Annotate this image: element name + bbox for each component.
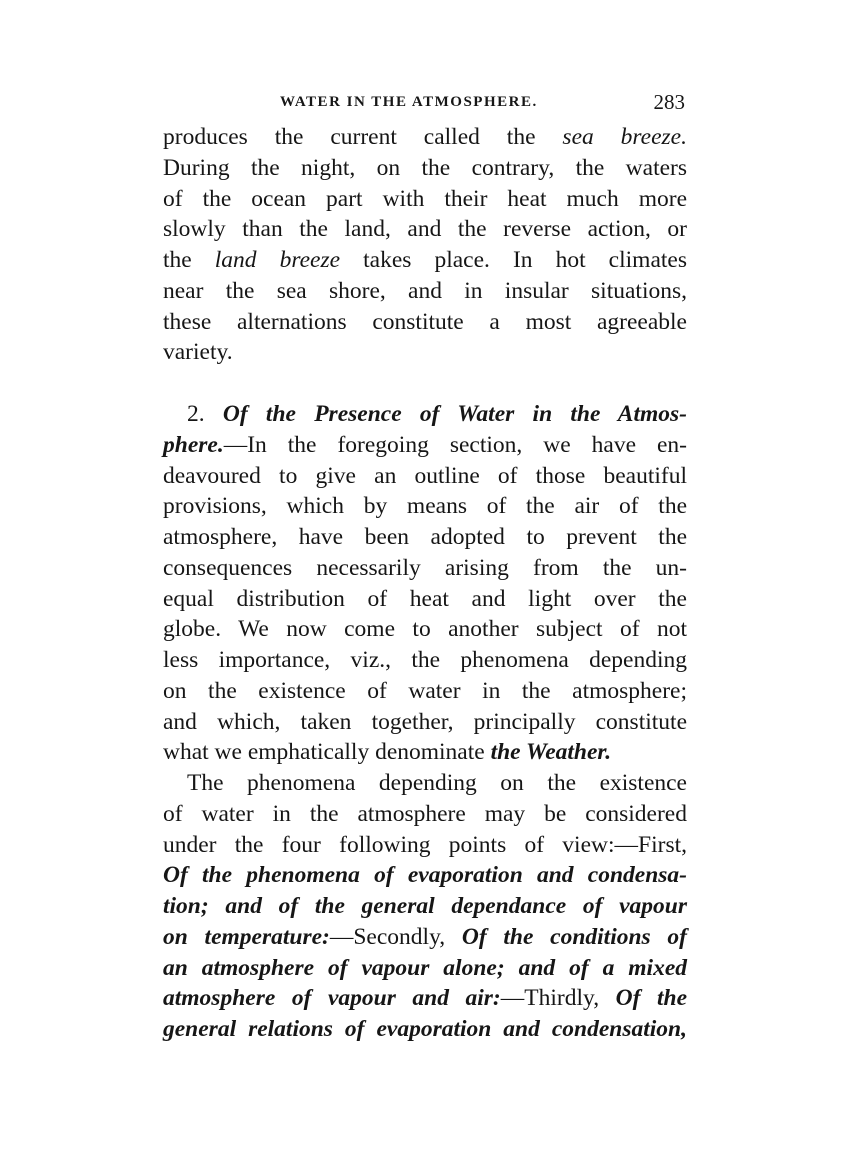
- text-span: takes place. In hot climates: [340, 247, 687, 273]
- text-line: atmosphere, have been adopted to prevent the: [163, 524, 687, 550]
- italic-term: sea breeze.: [562, 124, 687, 150]
- text-line: under the four following points of view:—First,: [163, 831, 687, 858]
- text-line: [163, 245, 687, 276]
- text-line: [163, 430, 687, 461]
- section-heading-line: [163, 399, 687, 430]
- text-line: consequences necessarily arising from the un-: [163, 554, 687, 581]
- italic-heading-text: Of the conditions of: [461, 923, 687, 950]
- section-2-presence-of-water: [163, 399, 687, 768]
- italic-heading-text: general relations of evaporation and condensation,: [163, 1016, 687, 1042]
- italic-term: land breeze: [214, 247, 341, 273]
- text-line: [163, 953, 687, 984]
- italic-heading-text: an atmosphere of vapour alone; and of a mixed: [163, 954, 687, 981]
- text-line: [163, 983, 687, 1014]
- text-line: slowly than the land, and the reverse action, or: [163, 216, 687, 243]
- text-span: what we emphatically denominate: [163, 739, 491, 766]
- italic-heading-text: Of the: [615, 985, 688, 1012]
- text-line: variety.: [163, 339, 233, 366]
- section-gap: [163, 368, 687, 399]
- text-span: —Thirdly,: [500, 985, 616, 1012]
- text-line: [163, 891, 687, 922]
- text-line: near the sea shore, and in insular situations,: [163, 277, 687, 304]
- paragraph-four-points: [163, 768, 687, 1045]
- text-line: and which, taken together, principally constitute: [163, 708, 687, 735]
- text-line: of the ocean part with their heat much more: [163, 185, 687, 212]
- text-span: produces the current called the: [163, 124, 563, 150]
- text-line: less importance, viz., the phenomena depending: [163, 647, 687, 673]
- text-line: of water in the atmosphere may be considered: [163, 800, 687, 827]
- section-number: 2.: [187, 401, 223, 427]
- text-line: these alternations constitute a most agreeable: [163, 308, 687, 335]
- text-line: globe. We now come to another subject of not: [163, 616, 687, 643]
- text-line: [163, 860, 687, 891]
- text-line: [163, 922, 687, 953]
- text-line: The phenomena depending on the existence: [187, 770, 687, 796]
- italic-heading-text: tion; and of the general dependance of vapour: [163, 893, 687, 919]
- section-title-continued: phere.: [163, 431, 224, 458]
- text-line: [163, 122, 687, 153]
- running-head: [163, 88, 687, 122]
- text-line: equal distribution of heat and light over the: [163, 585, 687, 612]
- text-line: deavoured to give an outline of those beautiful: [163, 462, 687, 489]
- text-line: on the existence of water in the atmosphere;: [163, 677, 687, 704]
- italic-heading-text: Of the phenomena of evaporation and condensa-: [163, 862, 687, 889]
- book-page: [163, 88, 687, 1045]
- text-span: —In the foregoing section, we have en-: [223, 431, 687, 458]
- running-title: WATER IN THE ATMOSPHERE.: [280, 94, 538, 110]
- page-number: 283: [653, 90, 685, 114]
- paragraph-sea-breeze: [163, 122, 687, 368]
- italic-heading-text: atmosphere of vapour and air:: [163, 985, 501, 1012]
- text-line: [163, 737, 687, 768]
- emphasis-term: the Weather.: [490, 739, 612, 766]
- section-title: Of the Presence of Water in the Atmos-: [222, 401, 687, 427]
- italic-heading-text: on temperature:: [163, 923, 330, 950]
- text-line: provisions, which by means of the air of the: [163, 493, 687, 520]
- text-line: During the night, on the contrary, the waters: [163, 154, 687, 181]
- text-line: [163, 1014, 687, 1045]
- text-span: —Secondly,: [329, 923, 462, 950]
- text-span: the: [163, 247, 215, 273]
